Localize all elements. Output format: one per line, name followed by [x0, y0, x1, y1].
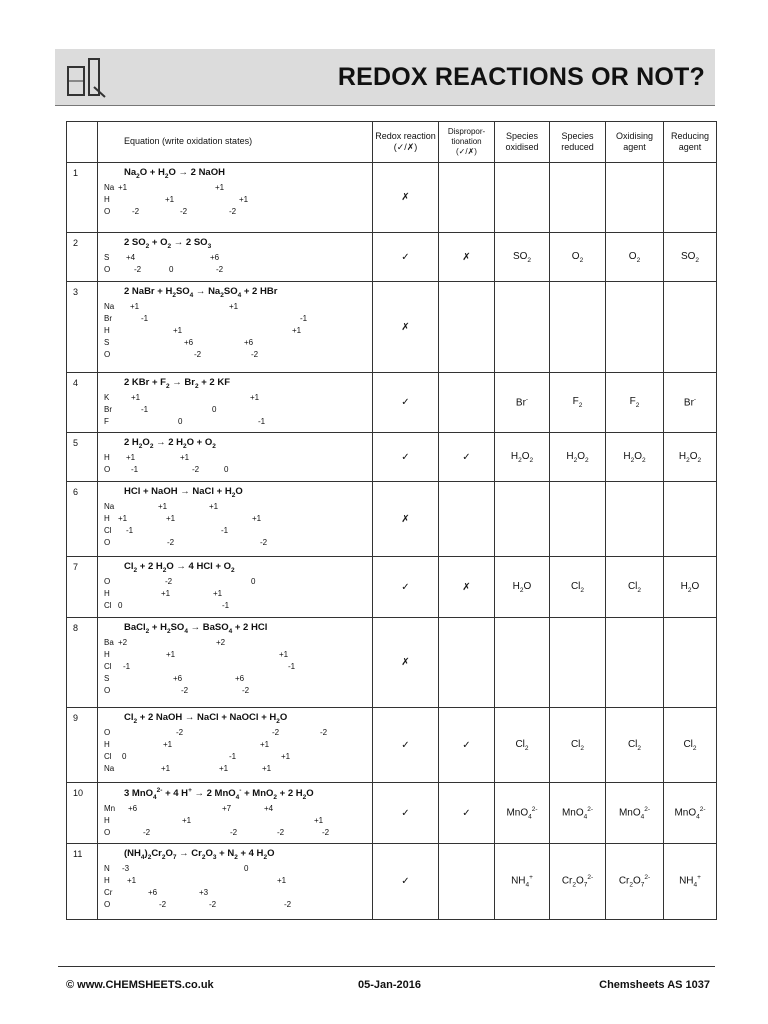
table-row	[67, 618, 717, 708]
header-redox: Redox reaction (✓/✗)	[373, 122, 439, 163]
element-label: Cl	[104, 661, 112, 671]
oxidation-state: +1	[130, 301, 140, 311]
reducing-agent: $H_2O_2$	[664, 433, 717, 482]
species-oxidised	[495, 163, 550, 233]
reducing-agent: $NH_4^+$	[664, 844, 717, 920]
element-label: K	[104, 392, 110, 402]
reducing-agent	[664, 282, 717, 373]
element-label: O	[104, 264, 111, 274]
oxidation-state: +1	[314, 816, 324, 826]
oxidation-states-o	[98, 207, 372, 219]
table-row	[67, 708, 717, 783]
header-species-reduced: Species reduced	[550, 122, 606, 163]
oxidation-states-h	[98, 453, 372, 465]
redox-mark: ✓	[373, 373, 439, 433]
redox-mark: ✓	[373, 233, 439, 282]
equation-cell	[98, 163, 373, 233]
reducing-agent: $SO_2$	[664, 233, 717, 282]
oxidation-states-ba	[98, 638, 372, 650]
oxidation-state: +1	[292, 325, 302, 335]
oxidation-states-s	[98, 253, 372, 265]
disproportionation-mark: ✓	[439, 433, 495, 482]
oxidation-states-br	[98, 314, 372, 326]
oxidation-state: +4	[126, 252, 136, 262]
oxidising-agent: $H_2O_2$	[606, 433, 664, 482]
oxidation-state: -2	[230, 828, 238, 838]
equation: 2 KBr + $F_2 \to Br_2 + 2$ KF	[124, 377, 230, 390]
equation-cell	[98, 844, 373, 920]
equation: 2 $H_2O_2 \to 2$ $H_2O + O_2$	[124, 437, 216, 450]
oxidation-state: +1	[166, 649, 176, 659]
oxidation-state: +3	[199, 887, 209, 897]
table-row	[67, 783, 717, 844]
oxidation-states-o	[98, 577, 372, 589]
oxidation-states-o	[98, 728, 372, 740]
oxidation-state: -1	[229, 751, 237, 761]
table-row	[67, 433, 717, 482]
oxidation-state: +1	[118, 513, 128, 523]
oxidation-state: +1	[213, 588, 223, 598]
redox-mark: ✗	[373, 163, 439, 233]
header-disproportionation: Dispropor-tionation (✓/✗)	[439, 122, 495, 163]
row-number: 1	[67, 163, 98, 233]
element-label: O	[104, 206, 111, 216]
oxidation-state: +1	[239, 194, 249, 204]
oxidation-state: +1	[173, 325, 183, 335]
oxidation-state: -1	[123, 661, 131, 671]
oxidation-state: -1	[141, 404, 149, 414]
table-row	[67, 844, 717, 920]
equation-cell	[98, 433, 373, 482]
oxidation-state: -2	[322, 828, 330, 838]
redox-mark: ✓	[373, 708, 439, 783]
element-label: Na	[104, 763, 115, 773]
row-number: 11	[67, 844, 98, 920]
oxidation-state: 0	[212, 404, 217, 414]
oxidation-state: -2	[209, 899, 217, 909]
oxidation-states-f	[98, 417, 372, 429]
species-oxidised: $Cl_2$	[495, 708, 550, 783]
disproportionation-mark: ✓	[439, 783, 495, 844]
table-row	[67, 482, 717, 557]
footer-divider	[58, 966, 715, 967]
oxidation-state: +1	[126, 452, 136, 462]
table-row	[67, 163, 717, 233]
species-reduced: $Cr_2O_7^{2-}$	[550, 844, 606, 920]
equation-cell	[98, 282, 373, 373]
oxidation-state: +1	[165, 194, 175, 204]
oxidation-state: +1	[158, 501, 168, 511]
oxidation-states-h	[98, 195, 372, 207]
oxidation-states-na	[98, 183, 372, 195]
element-label: O	[104, 685, 111, 695]
oxidation-state: 0	[178, 416, 183, 426]
oxidation-states-h	[98, 514, 372, 526]
table-row	[67, 373, 717, 433]
oxidation-state: -1	[222, 600, 230, 610]
oxidation-states-h	[98, 816, 372, 828]
footer-date: 05-Jan-2016	[358, 979, 421, 991]
lab-glassware-icon	[65, 57, 111, 99]
species-oxidised: $H_2O$	[495, 557, 550, 618]
footer-reference: Chemsheets AS 1037	[599, 979, 710, 991]
redox-mark: ✓	[373, 783, 439, 844]
oxidation-state: -2	[242, 685, 250, 695]
footer-website: © www.CHEMSHEETS.co.uk	[66, 979, 214, 991]
element-label: Mn	[104, 804, 116, 814]
row-number: 9	[67, 708, 98, 783]
element-label: Cl	[104, 600, 112, 610]
oxidation-states-mn	[98, 804, 372, 816]
row-number: 5	[67, 433, 98, 482]
header-equation: Equation (write oxidation states)	[98, 122, 373, 163]
equation: 2 NaBr + $H_2SO_4 \to Na_2SO_4 + 2$ HBr	[124, 286, 278, 299]
equation-cell	[98, 373, 373, 433]
element-label: H	[104, 325, 110, 335]
oxidation-state: +1	[166, 513, 176, 523]
redox-table	[66, 121, 717, 920]
element-label: Na	[104, 301, 115, 311]
oxidation-state: +1	[182, 816, 192, 826]
header-species-oxidised: Species oxidised	[495, 122, 550, 163]
oxidation-states-cl	[98, 662, 372, 674]
oxidation-state: +1	[262, 763, 272, 773]
header-oxidising-agent: Oxidising agent	[606, 122, 664, 163]
species-reduced: $F_2$	[550, 373, 606, 433]
oxidising-agent: $Cl_2$	[606, 708, 664, 783]
equation-cell	[98, 783, 373, 844]
oxidation-state: -1	[141, 313, 149, 323]
oxidation-state: +1	[161, 588, 171, 598]
oxidation-states-na	[98, 302, 372, 314]
species-oxidised: $H_2O_2$	[495, 433, 550, 482]
oxidation-state: +1	[250, 392, 260, 402]
species-reduced	[550, 163, 606, 233]
oxidation-states-br	[98, 405, 372, 417]
element-label: O	[104, 899, 111, 909]
oxidation-state: +6	[184, 337, 194, 347]
element-label: N	[104, 863, 110, 873]
oxidation-state: -1	[300, 313, 308, 323]
equation-cell	[98, 708, 373, 783]
element-label: Cl	[104, 525, 112, 535]
oxidation-states-cl	[98, 601, 372, 613]
oxidation-states-s	[98, 674, 372, 686]
oxidation-state: +7	[222, 804, 232, 814]
oxidation-state: -1	[221, 525, 229, 535]
oxidation-state: +1	[163, 739, 173, 749]
disproportionation-mark: ✓	[439, 708, 495, 783]
header-row	[67, 122, 717, 163]
oxidising-agent: $O_2$	[606, 233, 664, 282]
equation: 2 $SO_2 + O_2 \to 2$ $SO_3$	[124, 237, 212, 250]
oxidation-state: -1	[288, 661, 296, 671]
oxidising-agent	[606, 618, 664, 708]
equation: HCl + NaOH → NaCl + $H_2O$	[124, 486, 243, 499]
oxidising-agent	[606, 163, 664, 233]
oxidation-state: -2	[251, 349, 259, 359]
redox-mark: ✓	[373, 433, 439, 482]
oxidation-state: -2	[180, 206, 188, 216]
row-number: 7	[67, 557, 98, 618]
element-label: Na	[104, 501, 115, 511]
oxidation-states-o	[98, 900, 372, 912]
element-label: H	[104, 649, 110, 659]
row-number: 2	[67, 233, 98, 282]
oxidation-state: +1	[279, 649, 289, 659]
oxidation-state: -2	[143, 828, 151, 838]
oxidation-state: +6	[244, 337, 254, 347]
equation: 3 MnO$_4^{2-}$ + 4 H+ → 2 MnO$_4$- + MnO$_2$ + 2 $H_2O$	[124, 787, 314, 802]
oxidation-state: +1	[118, 182, 128, 192]
species-reduced: $Cl_2$	[550, 708, 606, 783]
oxidation-state: +2	[118, 637, 128, 647]
element-label: H	[104, 588, 110, 598]
oxidation-state: -2	[167, 537, 175, 547]
oxidation-state: -1	[126, 525, 134, 535]
oxidation-states-s	[98, 338, 372, 350]
reducing-agent: $H_2O$	[664, 557, 717, 618]
equation: $Cl_2 + 2$ NaOH → NaCl + NaOCl + $H_2O$	[124, 712, 288, 725]
oxidation-state: -2	[134, 264, 142, 274]
equation: $(NH_4)_2Cr_2O_7 \to Cr_2O_3 + N_2 + 4$ $H_2O$	[124, 848, 275, 861]
disproportionation-mark	[439, 373, 495, 433]
oxidation-state: +1	[229, 301, 239, 311]
oxidation-state: 0	[224, 464, 229, 474]
element-label: O	[104, 464, 111, 474]
oxidation-states-h	[98, 740, 372, 752]
oxidation-state: -2	[277, 828, 285, 838]
oxidation-state: +6	[173, 673, 183, 683]
element-label: H	[104, 875, 110, 885]
oxidation-states-cl	[98, 526, 372, 538]
page-title: REDOX REACTIONS OR NOT?	[337, 63, 705, 91]
row-number: 4	[67, 373, 98, 433]
species-oxidised: MnO$_4^{2-}$	[495, 783, 550, 844]
redox-mark: ✗	[373, 618, 439, 708]
oxidising-agent: $Cr_2O_7^{2-}$	[606, 844, 664, 920]
equation: BaCl$_2$ + $H_2SO_4$ → BaSO$_4$ + 2 HCl	[124, 622, 268, 635]
oxidation-state: -1	[131, 464, 139, 474]
oxidising-agent	[606, 282, 664, 373]
oxidation-state: -2	[229, 206, 237, 216]
element-label: Na	[104, 182, 115, 192]
disproportionation-mark: ✗	[439, 233, 495, 282]
oxidation-states-na	[98, 764, 372, 776]
oxidation-state: +6	[128, 804, 138, 814]
species-oxidised: $SO_2$	[495, 233, 550, 282]
element-label: Br	[104, 404, 112, 414]
species-oxidised: $NH_4^+$	[495, 844, 550, 920]
redox-mark: ✗	[373, 482, 439, 557]
oxidation-state: -2	[272, 727, 280, 737]
oxidation-state: +1	[277, 875, 287, 885]
element-label: O	[104, 576, 111, 586]
oxidation-state: +1	[281, 751, 291, 761]
oxidation-state: -2	[159, 899, 167, 909]
element-label: F	[104, 416, 109, 426]
species-reduced: $O_2$	[550, 233, 606, 282]
oxidation-state: +2	[216, 637, 226, 647]
oxidation-states-o	[98, 686, 372, 698]
species-reduced: $H_2O_2$	[550, 433, 606, 482]
reducing-agent: MnO$_4^{2-}$	[664, 783, 717, 844]
oxidation-state: +1	[161, 763, 171, 773]
species-reduced	[550, 282, 606, 373]
oxidation-states-o	[98, 465, 372, 477]
oxidation-states-k	[98, 393, 372, 405]
row-number: 8	[67, 618, 98, 708]
oxidising-agent	[606, 482, 664, 557]
reducing-agent	[664, 163, 717, 233]
oxidation-states-o	[98, 265, 372, 277]
oxidation-state: +1	[219, 763, 229, 773]
reducing-agent	[664, 482, 717, 557]
element-label: H	[104, 739, 110, 749]
oxidation-state: 0	[244, 863, 249, 873]
oxidation-state: -2	[192, 464, 200, 474]
reducing-agent: Br-	[664, 373, 717, 433]
table-row	[67, 557, 717, 618]
species-reduced: $Cl_2$	[550, 557, 606, 618]
oxidation-state: 0	[122, 751, 127, 761]
oxidation-state: +6	[235, 673, 245, 683]
equation-cell	[98, 233, 373, 282]
oxidation-states-o	[98, 538, 372, 550]
element-label: O	[104, 537, 111, 547]
element-label: H	[104, 194, 110, 204]
species-oxidised	[495, 282, 550, 373]
oxidation-state: +1	[215, 182, 225, 192]
oxidation-state: 0	[169, 264, 174, 274]
row-number: 3	[67, 282, 98, 373]
oxidation-states-h	[98, 650, 372, 662]
disproportionation-mark	[439, 482, 495, 557]
oxidation-state: +1	[209, 501, 219, 511]
element-label: H	[104, 452, 110, 462]
equation: $Na_2O + H_2O \to 2$ NaOH	[124, 167, 225, 180]
oxidation-state: -2	[165, 576, 173, 586]
species-reduced	[550, 618, 606, 708]
oxidation-states-o	[98, 828, 372, 840]
oxidation-state: +1	[127, 875, 137, 885]
oxidising-agent: MnO$_4^{2-}$	[606, 783, 664, 844]
oxidation-states-na	[98, 502, 372, 514]
disproportionation-mark	[439, 618, 495, 708]
species-reduced: MnO$_4^{2-}$	[550, 783, 606, 844]
table-row	[67, 233, 717, 282]
element-label: Cr	[104, 887, 113, 897]
oxidation-state: +1	[180, 452, 190, 462]
oxidation-states-h	[98, 326, 372, 338]
oxidation-state: +6	[148, 887, 158, 897]
oxidation-state: -1	[258, 416, 266, 426]
header-reducing-agent: Reducing agent	[664, 122, 717, 163]
element-label: O	[104, 727, 111, 737]
oxidation-state: -2	[320, 727, 328, 737]
disproportionation-mark	[439, 163, 495, 233]
oxidation-state: 0	[118, 600, 123, 610]
oxidation-state: +1	[131, 392, 141, 402]
oxidation-state: -2	[176, 727, 184, 737]
table-row	[67, 282, 717, 373]
species-oxidised: Br-	[495, 373, 550, 433]
disproportionation-mark: ✗	[439, 557, 495, 618]
species-reduced	[550, 482, 606, 557]
element-label: S	[104, 337, 110, 347]
oxidation-states-h	[98, 589, 372, 601]
element-label: H	[104, 513, 110, 523]
oxidation-state: +1	[252, 513, 262, 523]
equation-cell	[98, 482, 373, 557]
oxidation-states-o	[98, 350, 372, 362]
element-label: S	[104, 252, 110, 262]
oxidation-states-h	[98, 876, 372, 888]
oxidation-state: 0	[251, 576, 256, 586]
oxidation-state: +1	[260, 739, 270, 749]
equation-cell	[98, 618, 373, 708]
equation: $Cl_2 + 2$ $H_2O \to 4$ HCl + $O_2$	[124, 561, 235, 574]
header-number	[67, 122, 98, 163]
oxidation-state: -2	[194, 349, 202, 359]
reducing-agent: $Cl_2$	[664, 708, 717, 783]
redox-mark: ✓	[373, 557, 439, 618]
header-banner	[55, 49, 715, 106]
oxidation-states-cr	[98, 888, 372, 900]
reducing-agent	[664, 618, 717, 708]
oxidation-state: -2	[284, 899, 292, 909]
oxidising-agent: $F_2$	[606, 373, 664, 433]
row-number: 6	[67, 482, 98, 557]
oxidation-states-n	[98, 864, 372, 876]
disproportionation-mark	[439, 282, 495, 373]
redox-mark: ✗	[373, 282, 439, 373]
oxidation-states-cl	[98, 752, 372, 764]
oxidising-agent: $Cl_2$	[606, 557, 664, 618]
oxidation-state: +6	[210, 252, 220, 262]
oxidation-state: +4	[264, 804, 274, 814]
element-label: O	[104, 349, 111, 359]
element-label: Cl	[104, 751, 112, 761]
species-oxidised	[495, 482, 550, 557]
element-label: O	[104, 828, 111, 838]
oxidation-state: -2	[216, 264, 224, 274]
element-label: H	[104, 816, 110, 826]
element-label: Ba	[104, 637, 114, 647]
redox-mark: ✓	[373, 844, 439, 920]
oxidation-state: -2	[260, 537, 268, 547]
oxidation-state: -2	[132, 206, 140, 216]
disproportionation-mark	[439, 844, 495, 920]
oxidation-state: -3	[122, 863, 130, 873]
element-label: S	[104, 673, 110, 683]
row-number: 10	[67, 783, 98, 844]
element-label: Br	[104, 313, 112, 323]
equation-cell	[98, 557, 373, 618]
species-oxidised	[495, 618, 550, 708]
oxidation-state: -2	[181, 685, 189, 695]
